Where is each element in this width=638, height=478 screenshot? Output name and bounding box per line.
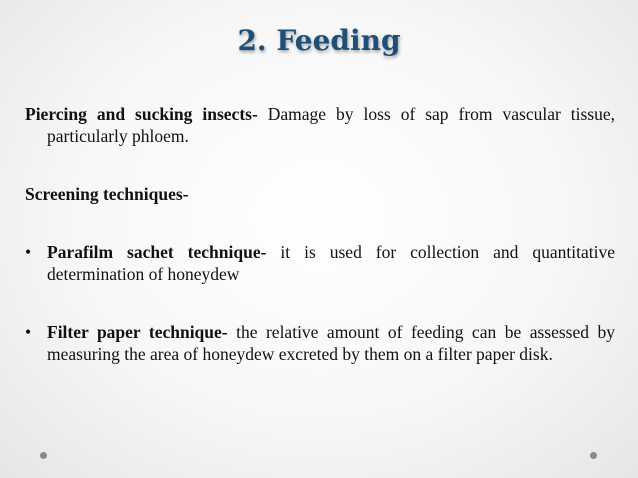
bullet-term: Filter paper technique- — [47, 322, 228, 342]
slide-title: 2. Feeding — [237, 24, 401, 57]
slide-body — [25, 103, 615, 365]
intro-term: Piercing and sucking insects- — [25, 104, 258, 124]
bullet-parafilm — [25, 241, 615, 285]
footer-right-dot — [590, 452, 597, 459]
bullet-icon: • — [25, 242, 32, 262]
bullet-text: the relative amount of feeding can be assessed by measuring the area of honeydew excreted by them on a filter paper disk. — [47, 322, 615, 364]
footer-left-dot — [40, 452, 47, 459]
bullet-icon: • — [25, 322, 32, 342]
bullet-text: it is used for collection and quantitative determination of honeydew — [47, 242, 615, 284]
bullet-filter-paper — [25, 321, 615, 365]
intro-paragraph — [25, 103, 615, 147]
intro-text: Damage by loss of sap from vascular tissue, particularly phloem. — [47, 104, 616, 146]
screening-heading: Screening techniques- — [25, 184, 189, 204]
bullet-term: Parafilm sachet technique- — [47, 242, 267, 262]
